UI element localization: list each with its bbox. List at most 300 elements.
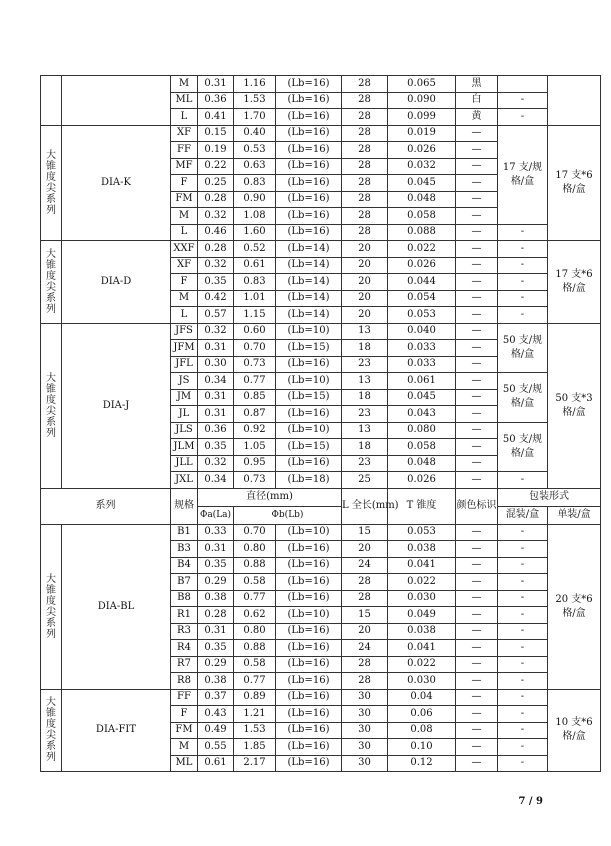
phi-b-cell: 1.08	[234, 208, 276, 225]
series-cell: DIA-K	[62, 125, 171, 241]
length-cell: 13	[342, 323, 388, 340]
category-cell	[41, 323, 62, 488]
spec-cell: R4	[171, 640, 198, 657]
length-cell: 20	[342, 623, 388, 640]
category-cell	[41, 689, 62, 772]
phi-a-cell: 0.31	[198, 623, 234, 640]
mixed-box-cell: -	[498, 557, 548, 574]
mixed-box-cell: -	[498, 706, 548, 723]
lb-cell: (Lb=14)	[276, 307, 342, 324]
taper-cell: 0.026	[388, 142, 456, 159]
color-mark-cell: —	[456, 158, 498, 175]
mixed-box-cell: 50 支/规格/盒	[498, 373, 548, 423]
taper-cell: 0.044	[388, 274, 456, 291]
phi-b-cell: 1.53	[234, 92, 276, 109]
category-cell	[41, 76, 62, 126]
taper-cell: 0.045	[388, 389, 456, 406]
phi-b-cell: 0.73	[234, 356, 276, 373]
phi-b-cell: 0.40	[234, 125, 276, 142]
length-cell: 23	[342, 406, 388, 423]
single-box-cell: 50 支*3 格/盒	[548, 323, 601, 488]
phi-b-cell: 2.17	[234, 755, 276, 772]
phi-a-cell: 0.31	[198, 389, 234, 406]
lb-cell: (Lb=16)	[276, 455, 342, 472]
length-cell: 15	[342, 524, 388, 541]
lb-cell: (Lb=16)	[276, 656, 342, 673]
mixed-box-cell	[498, 76, 548, 93]
color-mark-cell: —	[456, 607, 498, 624]
color-mark-cell: —	[456, 175, 498, 192]
length-cell: 28	[342, 590, 388, 607]
mixed-box-cell: -	[498, 607, 548, 624]
taper-cell: 0.038	[388, 541, 456, 558]
phi-a-cell: 0.35	[198, 640, 234, 657]
mixed-box-cell: -	[498, 472, 548, 489]
spec-cell: R7	[171, 656, 198, 673]
lb-cell: (Lb=16)	[276, 755, 342, 772]
phi-b-cell: 0.92	[234, 422, 276, 439]
taper-cell: 0.090	[388, 92, 456, 109]
phi-b-cell: 0.83	[234, 175, 276, 192]
taper-cell: 0.026	[388, 472, 456, 489]
lb-cell: (Lb=16)	[276, 224, 342, 241]
color-mark-cell: —	[456, 455, 498, 472]
phi-b-cell: 0.77	[234, 673, 276, 690]
color-mark-cell: —	[456, 689, 498, 706]
phi-b-cell: 1.01	[234, 290, 276, 307]
color-mark-cell: —	[456, 422, 498, 439]
mixed-box-cell: 50 支/规格/盒	[498, 422, 548, 472]
lb-cell: (Lb=16)	[276, 722, 342, 739]
taper-cell: 0.058	[388, 208, 456, 225]
phi-b-cell: 0.77	[234, 373, 276, 390]
taper-cell: 0.019	[388, 125, 456, 142]
mixed-box-cell: -	[498, 656, 548, 673]
length-cell: 18	[342, 340, 388, 357]
length-cell: 30	[342, 739, 388, 756]
phi-a-cell: 0.34	[198, 472, 234, 489]
phi-a-cell: 0.29	[198, 574, 234, 591]
table-row	[41, 524, 601, 541]
phi-a-cell: 0.32	[198, 208, 234, 225]
single-box-cell: 17 支*6 格/盒	[548, 125, 601, 241]
taper-cell: 0.04	[388, 689, 456, 706]
taper-cell: 0.022	[388, 241, 456, 258]
color-mark-cell: —	[456, 557, 498, 574]
color-mark-cell: —	[456, 623, 498, 640]
color-mark-cell: —	[456, 673, 498, 690]
table-row	[41, 689, 601, 706]
length-cell: 18	[342, 439, 388, 456]
lb-cell: (Lb=16)	[276, 76, 342, 93]
table-row	[41, 125, 601, 142]
taper-cell: 0.032	[388, 158, 456, 175]
spec-cell: L	[171, 307, 198, 324]
category-label: 大锥度尖系列	[46, 149, 56, 216]
color-mark-cell: —	[456, 191, 498, 208]
spec-cell: XF	[171, 257, 198, 274]
spec-cell: XXF	[171, 241, 198, 258]
mixed-box-cell: -	[498, 224, 548, 241]
header-series: 系列	[41, 488, 171, 524]
length-cell: 20	[342, 307, 388, 324]
color-mark-cell: —	[456, 340, 498, 357]
lb-cell: (Lb=18)	[276, 472, 342, 489]
phi-a-cell: 0.57	[198, 307, 234, 324]
single-box-cell: 17 支*6 格/盒	[548, 241, 601, 324]
taper-cell: 0.088	[388, 224, 456, 241]
spec-cell: F	[171, 706, 198, 723]
phi-a-cell: 0.36	[198, 422, 234, 439]
lb-cell: (Lb=14)	[276, 274, 342, 291]
taper-cell: 0.041	[388, 557, 456, 574]
spec-cell: JFM	[171, 340, 198, 357]
length-cell: 20	[342, 541, 388, 558]
header-phi-a: Φa(La)	[198, 506, 234, 524]
phi-a-cell: 0.38	[198, 590, 234, 607]
mixed-box-cell: -	[498, 574, 548, 591]
phi-a-cell: 0.31	[198, 541, 234, 558]
spec-cell: L	[171, 109, 198, 126]
spec-table	[40, 75, 601, 772]
spec-cell: F	[171, 175, 198, 192]
mixed-box-cell: -	[498, 541, 548, 558]
single-box-cell	[548, 76, 601, 126]
spec-cell: ML	[171, 755, 198, 772]
color-mark-cell: —	[456, 257, 498, 274]
taper-cell: 0.049	[388, 607, 456, 624]
length-cell: 28	[342, 191, 388, 208]
lb-cell: (Lb=16)	[276, 574, 342, 591]
length-cell: 28	[342, 158, 388, 175]
taper-cell: 0.022	[388, 656, 456, 673]
taper-cell: 0.080	[388, 422, 456, 439]
phi-a-cell: 0.15	[198, 125, 234, 142]
phi-b-cell: 0.83	[234, 274, 276, 291]
taper-cell: 0.030	[388, 673, 456, 690]
lb-cell: (Lb=16)	[276, 739, 342, 756]
taper-cell: 0.10	[388, 739, 456, 756]
lb-cell: (Lb=16)	[276, 92, 342, 109]
taper-cell: 0.043	[388, 406, 456, 423]
spec-cell: FF	[171, 142, 198, 159]
lb-cell: (Lb=15)	[276, 389, 342, 406]
header-single-box: 单装/盒	[548, 506, 601, 524]
lb-cell: (Lb=16)	[276, 356, 342, 373]
taper-cell: 0.12	[388, 755, 456, 772]
table-row	[41, 323, 601, 340]
length-cell: 23	[342, 455, 388, 472]
phi-a-cell: 0.49	[198, 722, 234, 739]
color-mark-cell: —	[456, 142, 498, 159]
category-label: 大锥度尖系列	[46, 372, 56, 439]
color-mark-cell: —	[456, 524, 498, 541]
phi-b-cell: 0.70	[234, 340, 276, 357]
phi-b-cell: 0.80	[234, 623, 276, 640]
lb-cell: (Lb=16)	[276, 689, 342, 706]
lb-cell: (Lb=10)	[276, 422, 342, 439]
spec-cell: R1	[171, 607, 198, 624]
color-mark-cell: —	[456, 389, 498, 406]
taper-cell: 0.041	[388, 640, 456, 657]
mixed-box-cell: -	[498, 241, 548, 258]
length-cell: 28	[342, 673, 388, 690]
page-number: 7 / 9	[518, 796, 543, 807]
category-label: 大锥度尖系列	[46, 248, 56, 315]
category-cell	[41, 241, 62, 324]
color-mark-cell: —	[456, 290, 498, 307]
spec-cell: JFS	[171, 323, 198, 340]
phi-a-cell: 0.35	[198, 274, 234, 291]
spec-cell: M	[171, 739, 198, 756]
spec-cell: M	[171, 76, 198, 93]
lb-cell: (Lb=16)	[276, 640, 342, 657]
phi-b-cell: 0.73	[234, 472, 276, 489]
length-cell: 23	[342, 356, 388, 373]
header-diameter: 直径(mm)	[198, 488, 342, 506]
phi-b-cell: 0.90	[234, 191, 276, 208]
phi-a-cell: 0.37	[198, 689, 234, 706]
phi-a-cell: 0.29	[198, 656, 234, 673]
phi-b-cell: 0.60	[234, 323, 276, 340]
phi-a-cell: 0.46	[198, 224, 234, 241]
taper-cell: 0.058	[388, 439, 456, 456]
length-cell: 28	[342, 142, 388, 159]
lb-cell: (Lb=10)	[276, 373, 342, 390]
phi-a-cell: 0.28	[198, 607, 234, 624]
mixed-box-cell: 17 支/规格/盒	[498, 125, 548, 224]
length-cell: 28	[342, 175, 388, 192]
spec-cell: JLS	[171, 422, 198, 439]
lb-cell: (Lb=16)	[276, 406, 342, 423]
phi-b-cell: 0.88	[234, 557, 276, 574]
color-mark-cell: —	[456, 656, 498, 673]
length-cell: 28	[342, 574, 388, 591]
spec-cell: JXL	[171, 472, 198, 489]
phi-b-cell: 0.85	[234, 389, 276, 406]
spec-cell: FM	[171, 722, 198, 739]
spec-cell: L	[171, 224, 198, 241]
header-spec: 规格	[171, 488, 198, 524]
phi-b-cell: 1.70	[234, 109, 276, 126]
length-cell: 18	[342, 389, 388, 406]
mixed-box-cell: -	[498, 722, 548, 739]
length-cell: 28	[342, 125, 388, 142]
mixed-box-cell: -	[498, 673, 548, 690]
color-mark-cell: —	[456, 373, 498, 390]
color-mark-cell: —	[456, 640, 498, 657]
lb-cell: (Lb=16)	[276, 191, 342, 208]
header-length: L 全长(mm)	[342, 488, 388, 524]
series-cell	[62, 76, 171, 126]
table-row	[41, 241, 601, 258]
spec-cell: JFL	[171, 356, 198, 373]
mixed-box-cell: -	[498, 590, 548, 607]
phi-a-cell: 0.28	[198, 241, 234, 258]
phi-a-cell: 0.41	[198, 109, 234, 126]
phi-b-cell: 1.16	[234, 76, 276, 93]
color-mark-cell: —	[456, 125, 498, 142]
length-cell: 13	[342, 422, 388, 439]
taper-cell: 0.038	[388, 623, 456, 640]
taper-cell: 0.06	[388, 706, 456, 723]
spec-cell: B3	[171, 541, 198, 558]
phi-b-cell: 0.52	[234, 241, 276, 258]
phi-a-cell: 0.33	[198, 524, 234, 541]
phi-a-cell: 0.30	[198, 356, 234, 373]
header-color-mark: 颜色标识	[456, 488, 498, 524]
length-cell: 28	[342, 208, 388, 225]
phi-b-cell: 0.87	[234, 406, 276, 423]
single-box-cell: 10 支*6 格/盒	[548, 689, 601, 772]
length-cell: 30	[342, 722, 388, 739]
lb-cell: (Lb=10)	[276, 323, 342, 340]
taper-cell: 0.026	[388, 257, 456, 274]
table-row	[41, 76, 601, 93]
phi-a-cell: 0.31	[198, 76, 234, 93]
lb-cell: (Lb=16)	[276, 109, 342, 126]
phi-b-cell: 0.80	[234, 541, 276, 558]
length-cell: 20	[342, 257, 388, 274]
color-mark-cell: 白	[456, 92, 498, 109]
phi-b-cell: 1.53	[234, 722, 276, 739]
lb-cell: (Lb=16)	[276, 541, 342, 558]
length-cell: 28	[342, 109, 388, 126]
color-mark-cell: —	[456, 755, 498, 772]
taper-cell: 0.054	[388, 290, 456, 307]
color-mark-cell: —	[456, 590, 498, 607]
color-mark-cell: —	[456, 323, 498, 340]
phi-a-cell: 0.28	[198, 191, 234, 208]
lb-cell: (Lb=14)	[276, 241, 342, 258]
taper-cell: 0.033	[388, 356, 456, 373]
color-mark-cell: —	[456, 224, 498, 241]
mixed-box-cell: -	[498, 109, 548, 126]
length-cell: 20	[342, 241, 388, 258]
phi-b-cell: 1.15	[234, 307, 276, 324]
taper-cell: 0.08	[388, 722, 456, 739]
phi-b-cell: 0.63	[234, 158, 276, 175]
phi-a-cell: 0.42	[198, 290, 234, 307]
phi-a-cell: 0.22	[198, 158, 234, 175]
lb-cell: (Lb=14)	[276, 257, 342, 274]
length-cell: 20	[342, 274, 388, 291]
header-packaging: 包装形式	[498, 488, 601, 506]
color-mark-cell: —	[456, 208, 498, 225]
phi-a-cell: 0.31	[198, 406, 234, 423]
color-mark-cell: —	[456, 406, 498, 423]
mixed-box-cell: -	[498, 640, 548, 657]
phi-a-cell: 0.31	[198, 340, 234, 357]
spec-cell: B4	[171, 557, 198, 574]
phi-b-cell: 0.70	[234, 524, 276, 541]
length-cell: 20	[342, 290, 388, 307]
phi-b-cell: 0.77	[234, 590, 276, 607]
length-cell: 28	[342, 656, 388, 673]
mixed-box-cell: -	[498, 257, 548, 274]
taper-cell: 0.048	[388, 191, 456, 208]
taper-cell: 0.022	[388, 574, 456, 591]
length-cell: 30	[342, 755, 388, 772]
single-box-cell: 20 支*6 格/盒	[548, 524, 601, 689]
lb-cell: (Lb=16)	[276, 125, 342, 142]
lb-cell: (Lb=16)	[276, 142, 342, 159]
length-cell: 24	[342, 557, 388, 574]
mixed-box-cell: -	[498, 92, 548, 109]
color-mark-cell: —	[456, 472, 498, 489]
spec-cell: B7	[171, 574, 198, 591]
spec-cell: FF	[171, 689, 198, 706]
spec-cell: JS	[171, 373, 198, 390]
lb-cell: (Lb=16)	[276, 208, 342, 225]
taper-cell: 0.033	[388, 340, 456, 357]
phi-a-cell: 0.19	[198, 142, 234, 159]
length-cell: 28	[342, 76, 388, 93]
category-cell	[41, 524, 62, 689]
taper-cell: 0.053	[388, 524, 456, 541]
spec-cell: FM	[171, 191, 198, 208]
spec-cell: R8	[171, 673, 198, 690]
phi-b-cell: 0.62	[234, 607, 276, 624]
color-mark-cell: —	[456, 307, 498, 324]
taper-cell: 0.053	[388, 307, 456, 324]
mixed-box-cell: -	[498, 755, 548, 772]
phi-a-cell: 0.55	[198, 739, 234, 756]
color-mark-cell: 黄	[456, 109, 498, 126]
length-cell: 28	[342, 224, 388, 241]
spec-cell: JLL	[171, 455, 198, 472]
series-cell: DIA-FIT	[62, 689, 171, 772]
phi-a-cell: 0.35	[198, 439, 234, 456]
color-mark-cell: —	[456, 274, 498, 291]
category-label: 大锥度尖系列	[46, 573, 56, 640]
phi-b-cell: 0.58	[234, 574, 276, 591]
lb-cell: (Lb=15)	[276, 439, 342, 456]
length-cell: 13	[342, 373, 388, 390]
phi-b-cell: 1.85	[234, 739, 276, 756]
phi-b-cell: 0.95	[234, 455, 276, 472]
color-mark-cell: —	[456, 541, 498, 558]
lb-cell: (Lb=16)	[276, 623, 342, 640]
category-label: 大锥度尖系列	[46, 697, 56, 764]
header-mixed-box: 混装/盒	[498, 506, 548, 524]
taper-cell: 0.099	[388, 109, 456, 126]
phi-b-cell: 0.88	[234, 640, 276, 657]
series-cell: DIA-D	[62, 241, 171, 324]
taper-cell: 0.065	[388, 76, 456, 93]
phi-a-cell: 0.61	[198, 755, 234, 772]
mixed-box-cell: -	[498, 524, 548, 541]
color-mark-cell: —	[456, 439, 498, 456]
header-taper: T 锥度	[388, 488, 456, 524]
color-mark-cell: 黑	[456, 76, 498, 93]
color-mark-cell: —	[456, 706, 498, 723]
header-phi-b: Φb(Lb)	[234, 506, 342, 524]
spec-cell: F	[171, 274, 198, 291]
spec-cell: XF	[171, 125, 198, 142]
lb-cell: (Lb=16)	[276, 590, 342, 607]
length-cell: 30	[342, 689, 388, 706]
phi-a-cell: 0.34	[198, 373, 234, 390]
lb-cell: (Lb=16)	[276, 175, 342, 192]
color-mark-cell: —	[456, 356, 498, 373]
spec-table-body	[41, 76, 601, 772]
mixed-box-cell: -	[498, 739, 548, 756]
phi-a-cell: 0.32	[198, 323, 234, 340]
color-mark-cell: —	[456, 574, 498, 591]
taper-cell: 0.061	[388, 373, 456, 390]
phi-b-cell: 0.61	[234, 257, 276, 274]
